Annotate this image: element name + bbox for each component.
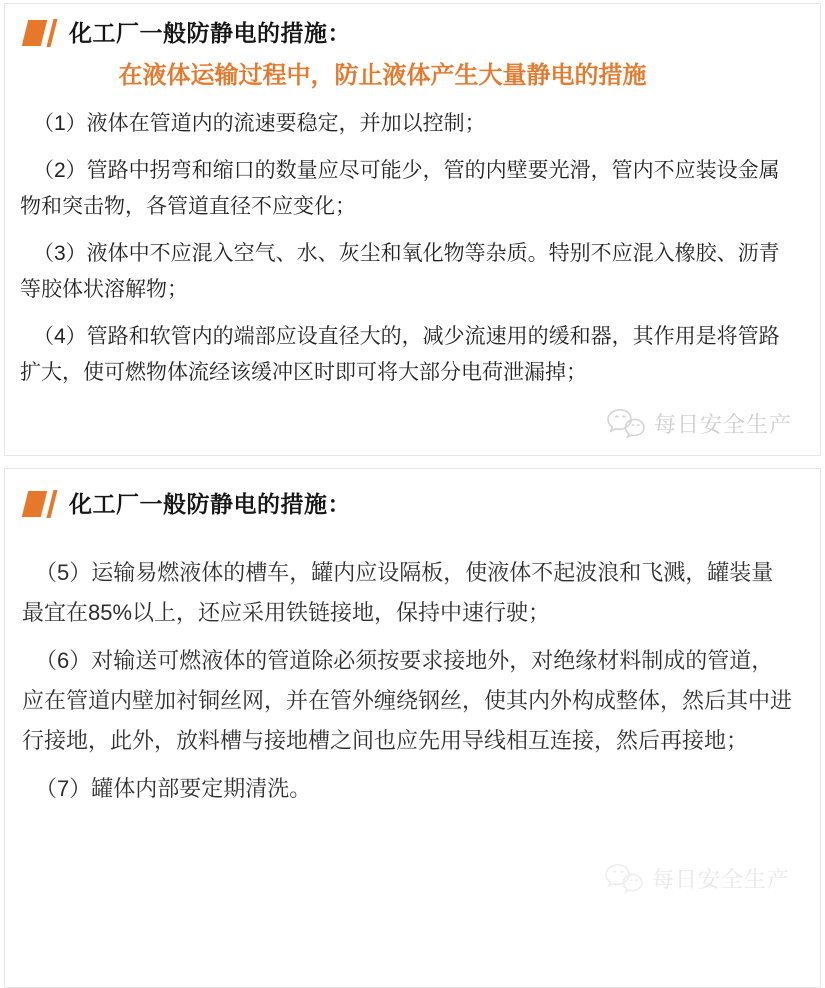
card-measures-part2 xyxy=(4,468,821,988)
wechat-icon xyxy=(604,406,648,440)
watermark-clipped xyxy=(602,861,790,895)
measure-paragraph-3: （3）液体中不应混入空气、水、灰尘和氧化物等杂质。特别不应混入橡胶、沥青等胶体状溶解物； xyxy=(20,242,780,301)
card-measures-part1 xyxy=(4,3,821,456)
watermark-label: 每日安全生产 xyxy=(651,866,790,892)
section-subtitle: 在液体运输过程中，防止液体产生大量静电的措施 xyxy=(118,62,647,89)
measure-paragraph-6: （6）对输送可燃液体的管道除必须按要求接地外，对绝缘材料制成的管道，应在管道内壁加衬铜丝网，并在管外缠绕钢丝，使其内外构成整体，然后其中进行接地，此外，放料槽与接地槽之间也应先用导线相互连接，然后再接地； xyxy=(22,648,793,753)
section-heading-row xyxy=(5,4,820,48)
orange-slash-icon xyxy=(23,490,56,518)
measure-paragraph-5: （5）运输易燃液体的槽车，罐内应设隔板，使液体不起波浪和飞溅，罐装量最宜在85%以上，还应采用铁链接地，保持中速行驶； xyxy=(22,560,774,625)
watermark-label: 每日安全生产 xyxy=(653,411,792,437)
watermark xyxy=(604,406,792,440)
orange-slash-icon xyxy=(23,19,56,47)
measure-paragraph-1: （1）液体在管道内的流速要稳定，并加以控制； xyxy=(33,112,486,135)
measure-paragraph-2: （2）管路中拐弯和缩口的数量应尽可能少，管的内壁要光滑，管内不应装设金属物和突击物，各管道直径不应变化； xyxy=(20,159,780,218)
measure-paragraph-4: （4）管路和软管内的端部应设直径大的，减少流速用的缓和器，其作用是将管路扩大，使可燃物体流经该缓冲区时即可将大部分电荷泄漏掉； xyxy=(20,325,780,384)
section-heading: 化工厂一般防静电的措施： xyxy=(69,20,351,46)
article-page xyxy=(0,3,825,988)
section-heading-row xyxy=(5,469,820,519)
measure-paragraph-7: （7）罐体内部要定期清洗。 xyxy=(35,776,312,801)
section-heading: 化工厂一般防静电的措施： xyxy=(69,491,351,517)
wechat-icon xyxy=(602,861,646,895)
